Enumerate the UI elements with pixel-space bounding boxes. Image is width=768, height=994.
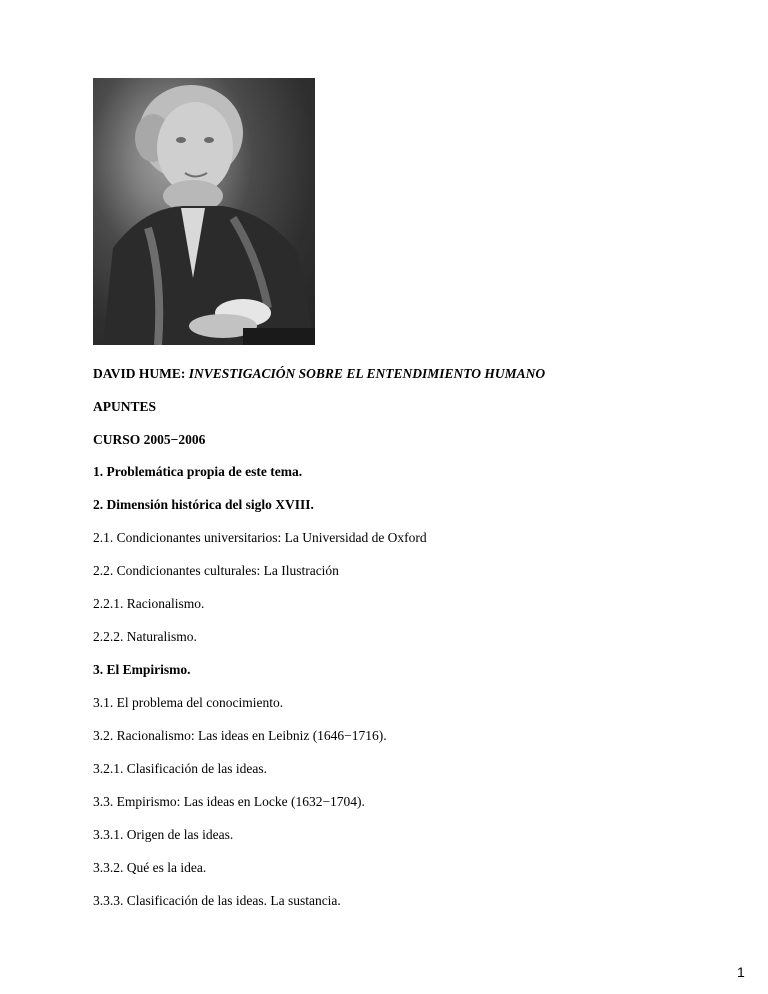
outline-item: 3.2. Racionalismo: Las ideas en Leibniz (1646−1716). [93, 728, 387, 743]
outline-item: 2.2.1. Racionalismo. [93, 596, 205, 611]
portrait-image [93, 78, 315, 345]
heading-author: DAVID HUME: [93, 366, 186, 381]
outline-item: 2.2.2. Naturalismo. [93, 629, 197, 644]
heading-title: INVESTIGACIÓN SOBRE EL ENTENDIMIENTO HUMANO [188, 366, 546, 381]
document-heading [93, 366, 545, 382]
outline-item: 2.2. Condicionantes culturales: La Ilustración [93, 563, 339, 578]
outline-item: 2.1. Condicionantes universitarios: La Universidad de Oxford [93, 530, 427, 545]
course-label: CURSO 2005−2006 [93, 432, 206, 447]
outline-item: 3.3.1. Origen de las ideas. [93, 827, 234, 842]
outline-item: 3.3.2. Qué es la idea. [93, 860, 207, 875]
outline-item: 1. Problemática propia de este tema. [93, 464, 303, 479]
page-number: 1 [737, 964, 745, 980]
outline-item: 3.2.1. Clasificación de las ideas. [93, 761, 267, 776]
outline-item: 3.3.3. Clasificación de las ideas. La sustancia. [93, 893, 341, 908]
outline-item: 2. Dimensión histórica del siglo XVIII. [93, 497, 314, 512]
outline-item: 3.3. Empirismo: Las ideas en Locke (1632−1704). [93, 794, 365, 809]
outline-item: 3.1. El problema del conocimiento. [93, 695, 284, 710]
outline-item: 3. El Empirismo. [93, 662, 191, 677]
apuntes-label: APUNTES [93, 399, 157, 414]
